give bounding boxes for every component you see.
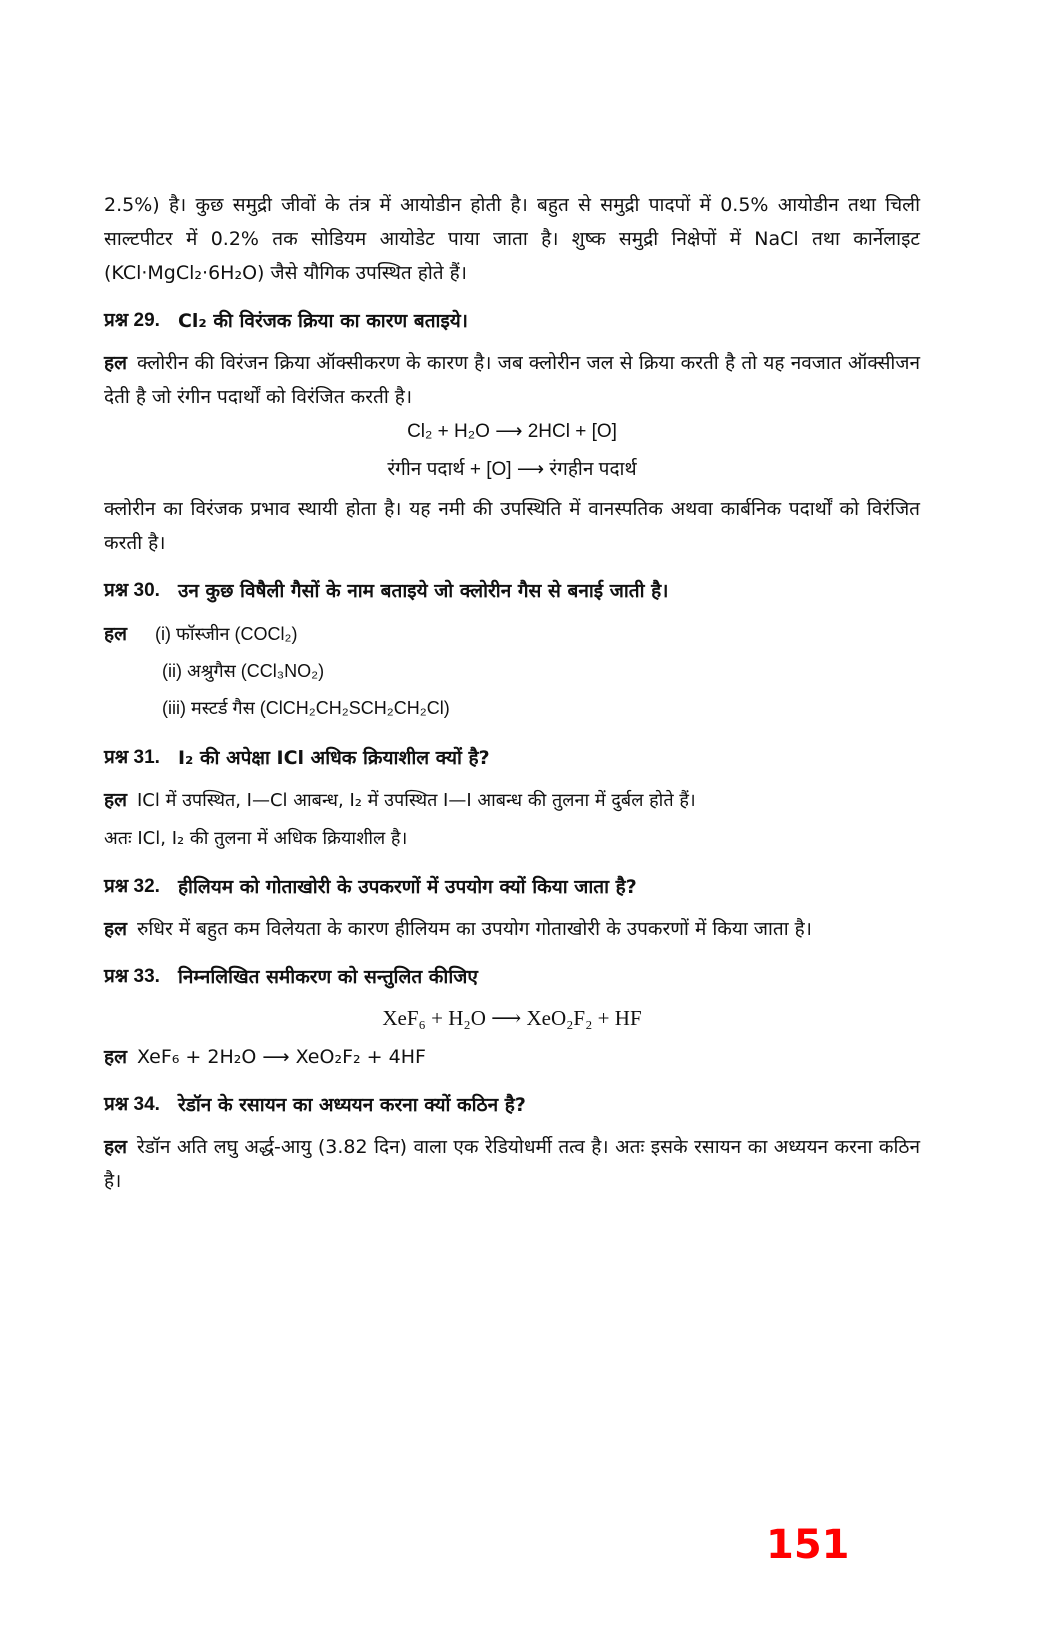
- question-31: [104, 741, 920, 775]
- equation: रंगीन पदार्थ + [O] ⟶ रंगहीन पदार्थ: [387, 459, 637, 480]
- question-number: प्रश्न 29.: [104, 310, 160, 331]
- question-text: उन कुछ विषैली गैसों के नाम बताइये जो क्लोरीन गैस से बनाई जाती है।: [177, 580, 669, 602]
- answer-33: [104, 1040, 920, 1074]
- answer-text: XeF₆ + 2H₂O ⟶ XeO₂F₂ + 4HF: [136, 1046, 426, 1068]
- equation: XeF₆ + H₂O ⟶ XeO₂F₂ + HF: [382, 1006, 642, 1030]
- answer-label: हल: [104, 352, 127, 374]
- question-number: प्रश्न 31.: [104, 747, 160, 768]
- answer-text: क्लोरीन की विरंजन क्रिया ऑक्सीकरण के कारण है। जब क्लोरीन जल से क्रिया करती है तो यह नवजात ऑक्सीजन देती है जो रंगीन पदार्थों को विरंजित करती है।: [104, 352, 920, 408]
- answer-29: [104, 346, 920, 414]
- question-29: [104, 304, 920, 338]
- intro-paragraph: 2.5%) है। कुछ समुद्री जीवों के तंत्र में आयोडीन होती है। बहुत से समुद्री पादपों में 0.5% आयोडीन तथा चिली साल्टपीटर में 0.2% तक सोडियम आयोडेट पाया जाता है। शुष्क समुद्री निक्षेपों में NaCl तथा कार्नेलाइट (KCl·MgCl₂·6H₂O) जैसे यौगिक उपस्थित होते हैं।: [104, 194, 920, 284]
- question-number: प्रश्न 33.: [104, 966, 160, 987]
- question-text: I₂ की अपेक्षा ICl अधिक क्रियाशील क्यों है?: [177, 747, 490, 769]
- question-33: [104, 960, 920, 994]
- answer-text: रुधिर में बहुत कम विलेयता के कारण हीलियम का उपयोग गोताखोरी के उपकरणों में किया जाता है।: [136, 918, 812, 940]
- answer-31: [104, 783, 920, 818]
- question-34: [104, 1088, 920, 1122]
- answer-label: हल: [104, 1046, 127, 1068]
- list-item: (ii) अश्रुगैस (CCl₃NO₂): [162, 661, 325, 681]
- equation: Cl₂ + H₂O ⟶ 2HCl + [O]: [407, 421, 617, 442]
- answer-31-followup: अतः ICl, I₂ की तुलना में अधिक क्रियाशील है।: [104, 828, 408, 849]
- list-item-text: (i) फॉस्जीन (COCl₂): [154, 624, 298, 644]
- page-number: 151: [766, 1522, 850, 1568]
- question-text: निम्नलिखित समीकरण को सन्तुलित कीजिए: [177, 966, 478, 988]
- question-number: प्रश्न 34.: [104, 1094, 160, 1115]
- question-30: [104, 574, 920, 608]
- question-text: रेडॉन के रसायन का अध्ययन करना क्यों कठिन है?: [177, 1094, 526, 1116]
- question-text: हीलियम को गोताखोरी के उपकरणों में उपयोग क्यों किया जाता है?: [177, 876, 637, 898]
- answer-label: हल: [104, 918, 127, 940]
- list-item: (iii) मस्टर्ड गैस (ClCH₂CH₂SCH₂CH₂Cl): [162, 698, 450, 718]
- answer-34: [104, 1130, 920, 1198]
- answer-30-list: [104, 616, 920, 727]
- answer-label: हल: [104, 1136, 127, 1158]
- question-number: प्रश्न 30.: [104, 580, 160, 601]
- answer-label: हल: [104, 624, 127, 645]
- page-content: [104, 188, 920, 1198]
- answer-text: रेडॉन अति लघु अर्द्ध-आयु (3.82 दिन) वाला एक रेडियोधर्मी तत्व है। अतः इसके रसायन का अध्ययन करना कठिन है।: [104, 1136, 920, 1192]
- question-32: [104, 870, 920, 904]
- list-item: [104, 616, 920, 653]
- answer-text: ICl में उपस्थित, I—Cl आबन्ध, I₂ में उपस्थित I—I आबन्ध की तुलना में दुर्बल होते हैं।: [136, 790, 696, 811]
- answer-label: हल: [104, 789, 127, 811]
- answer-29-followup: क्लोरीन का विरंजक प्रभाव स्थायी होता है। यह नमी की उपस्थिति में वानस्पतिक अथवा कार्बनिक पदार्थों को विरंजित करती है।: [104, 498, 920, 554]
- question-number: प्रश्न 32.: [104, 876, 160, 897]
- answer-32: [104, 912, 920, 946]
- question-text: Cl₂ की विरंजक क्रिया का कारण बताइये।: [177, 310, 469, 332]
